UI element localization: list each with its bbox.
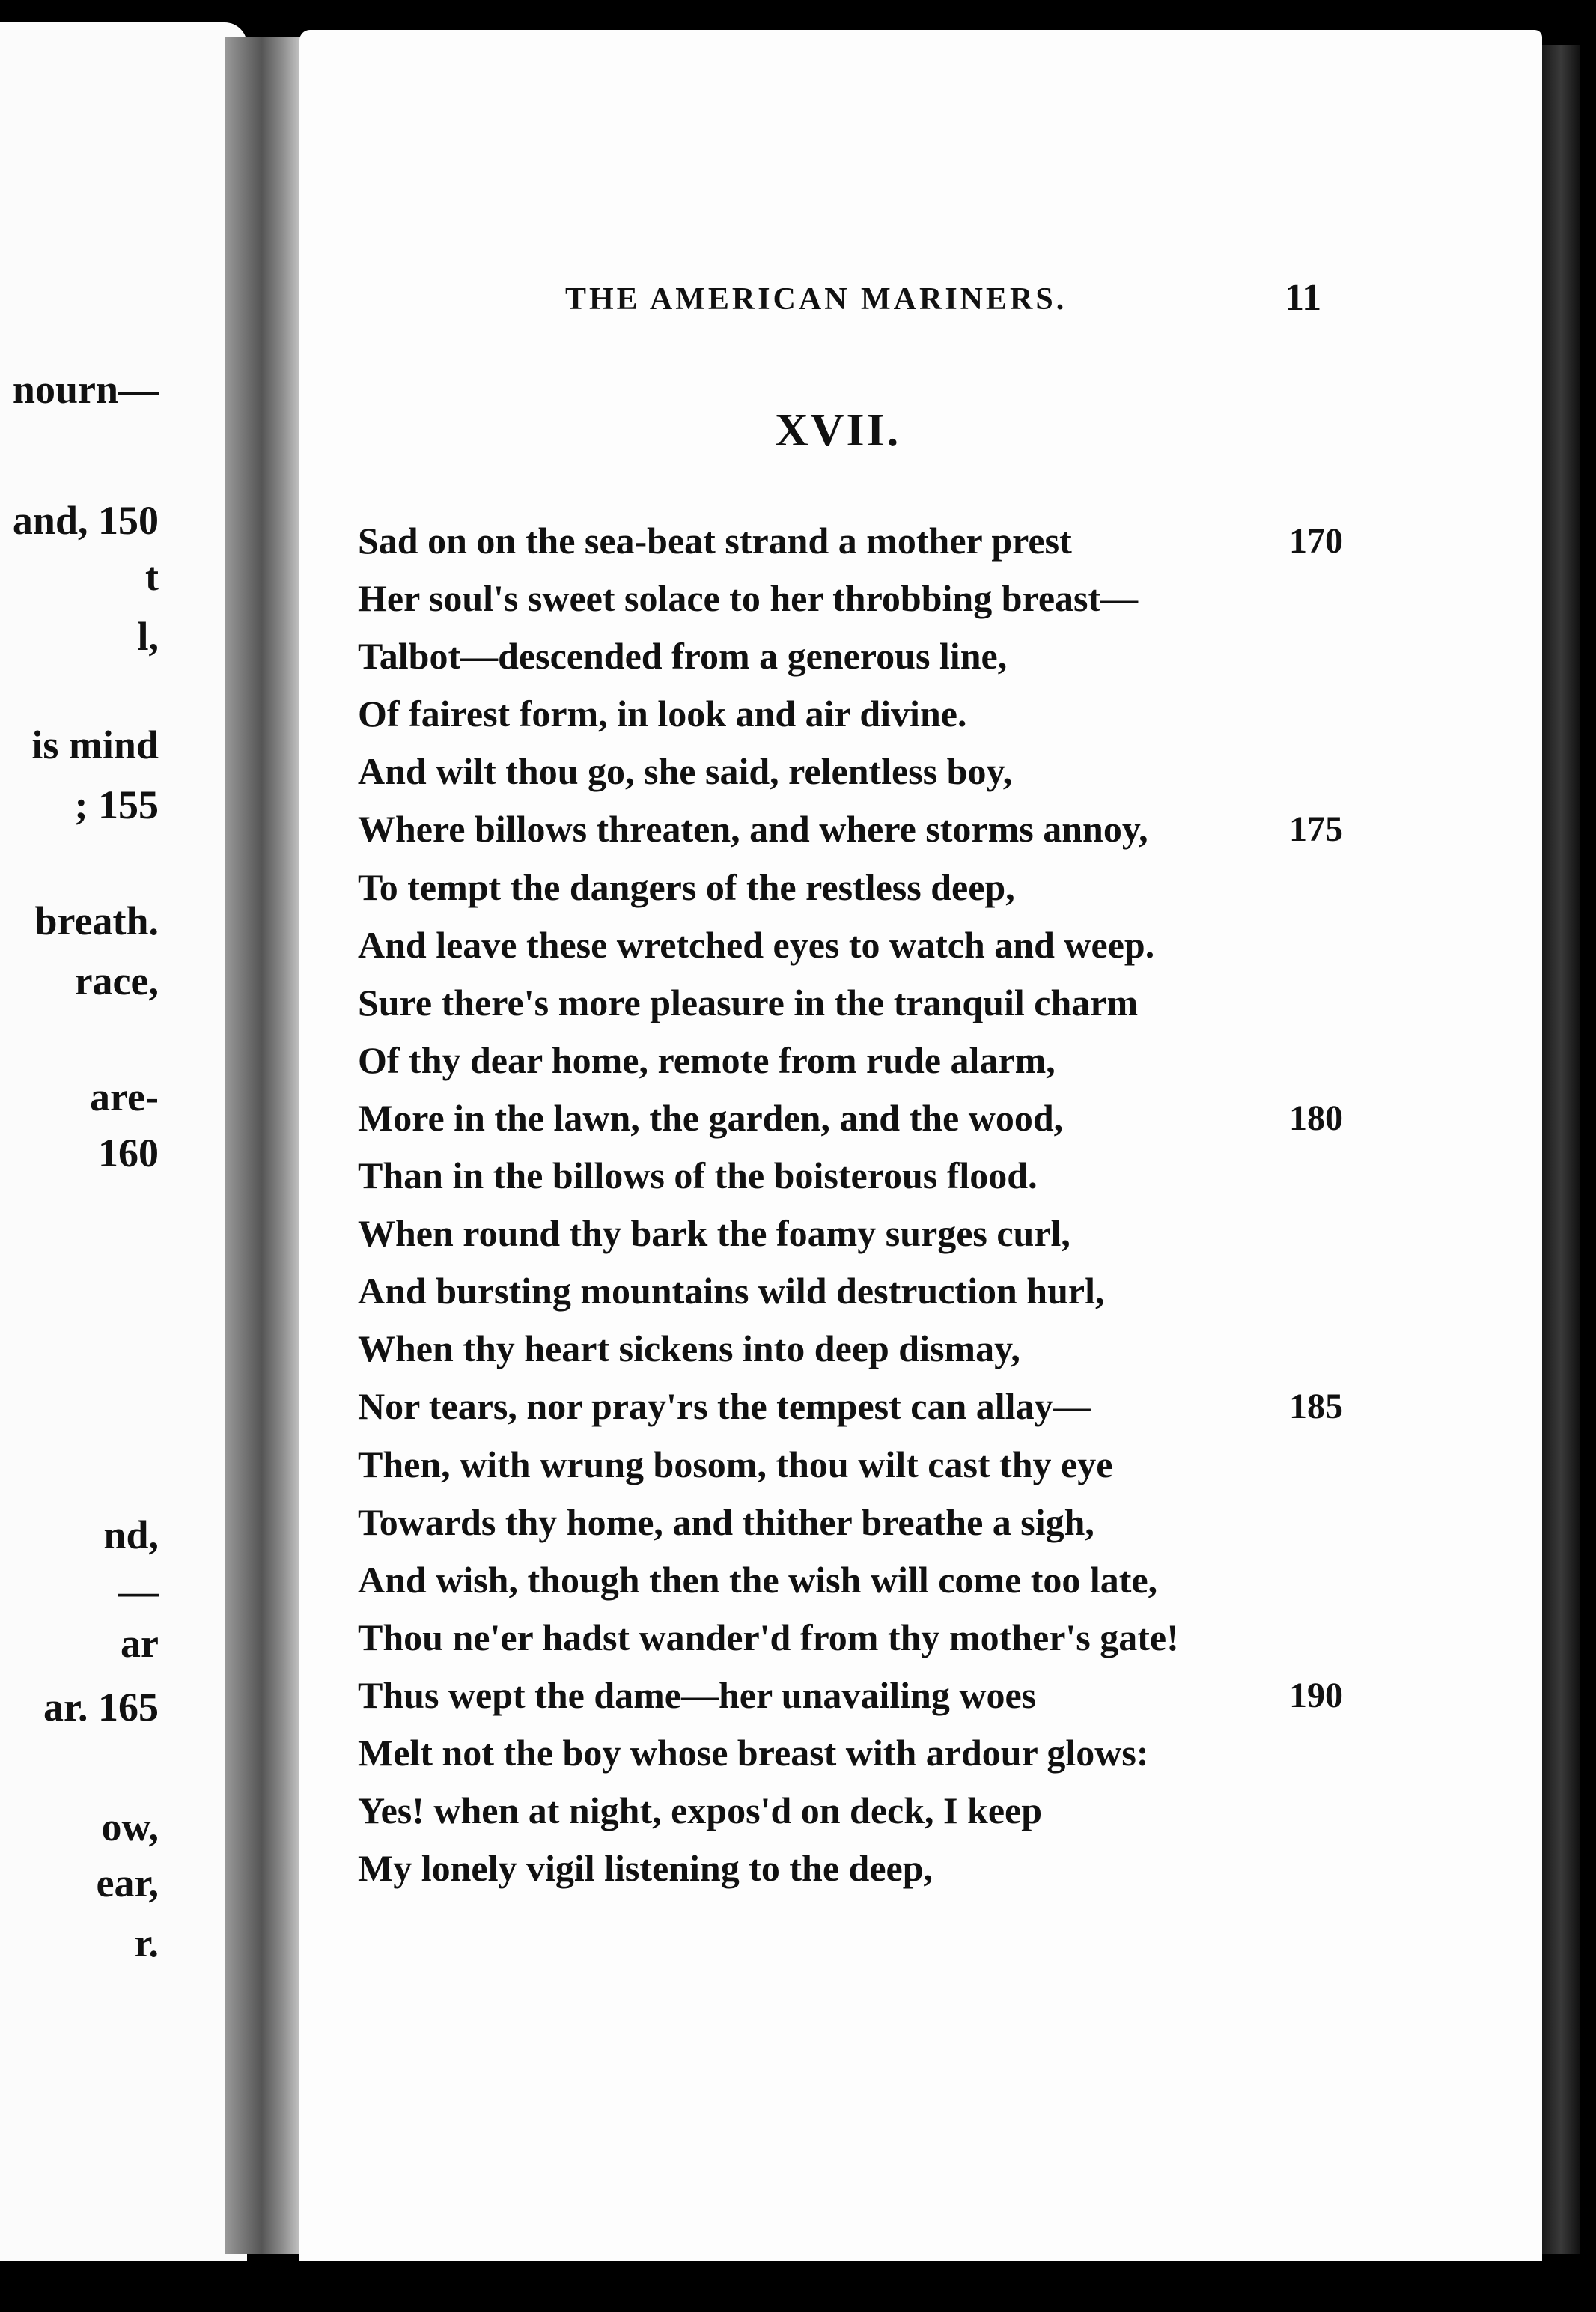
verse-line [358,916,1346,974]
previous-page-line: l, [137,614,159,659]
verse-text: To tempt the dangers of the restless deep, [358,866,1015,908]
verse-text: Yes! when at night, expos'd on deck, I keep [358,1789,1043,1832]
verse-text: Melt not the boy whose breast with ardour glows: [358,1731,1149,1774]
verse-line [358,1436,1346,1494]
verse-line [358,859,1346,916]
previous-page-line: ow, [101,1804,159,1849]
verse-text: More in the lawn, the garden, and the wood, [358,1096,1064,1139]
verse-text: Of thy dear home, remote from rude alarm, [358,1038,1056,1081]
line-number: 180 [1289,1098,1343,1138]
verse-text: Her soul's sweet solace to her throbbing breast— [358,577,1139,620]
running-head: THE AMERICAN MARINERS. [565,282,1067,317]
previous-page-line: ; 155 [74,782,159,827]
verse-line [358,1320,1346,1378]
previous-page-line: ar [121,1621,159,1666]
verse-text: And wish, though then the wish will come too late, [358,1558,1158,1601]
previous-page-line: r. [134,1920,159,1965]
verse-text: Then, with wrung bosom, thou wilt cast thy eye [358,1443,1113,1485]
verse-text: When thy heart sickens into deep dismay, [358,1327,1020,1370]
verse-line [358,1147,1346,1205]
verse-line [358,685,1346,743]
previous-page-line: race, [74,958,159,1003]
verse-line [358,1378,1346,1435]
verse-text: Than in the billows of the boisterous flood. [358,1155,1038,1197]
verse-text: Of fairest form, in look and air divine. [358,693,967,735]
verse-line [358,974,1346,1032]
line-number: 170 [1289,521,1343,561]
verse-line [358,800,1346,858]
previous-page-line: and, 150 [12,498,159,543]
section-title: XVII. [775,405,901,456]
line-number: 185 [1289,1387,1343,1427]
previous-page-line: nd, [103,1512,159,1557]
verse-line [358,570,1346,627]
previous-page-line: are- [90,1074,159,1119]
previous-page-line: 160 [98,1131,159,1175]
previous-page-line: breath. [34,898,159,943]
verse-line [358,1494,1346,1551]
verse-line [358,1840,1346,1897]
verse-line [358,1089,1346,1147]
previous-page-line: — [118,1569,159,1613]
verse-line [358,1609,1346,1667]
verse-text: Sure there's more pleasure in the tranquil charm [358,981,1139,1023]
verse-text: Sad on on the sea-beat strand a mother prest [358,520,1072,562]
verse-line [358,512,1346,570]
verse-line [358,627,1346,685]
verse-line [358,1782,1346,1840]
verse-text: And bursting mountains wild destruction hurl, [358,1270,1105,1312]
line-number: 190 [1289,1675,1343,1715]
page-number: 11 [1285,276,1322,319]
verse-line [358,1551,1346,1609]
previous-page-line: is mind [31,722,159,767]
poem-stanza [358,512,1346,1897]
verse-text: Towards thy home, and thither breathe a sigh, [358,1500,1094,1543]
book-gutter-shadow [225,37,307,2254]
previous-page-line: ear, [96,1861,159,1905]
verse-text: Thus wept the dame—her unavailing woes [358,1673,1037,1716]
previous-page-line: ar. 165 [43,1685,159,1730]
verse-line [358,1205,1346,1262]
previous-page-line: nourn— [12,367,159,412]
verse-line [358,1262,1346,1320]
verse-line [358,1724,1346,1782]
verse-text: When round thy bark the foamy surges curl, [358,1212,1070,1255]
verse-text: My lonely vigil listening to the deep, [358,1847,933,1890]
page-edge [1542,45,1580,2254]
verse-text: Where billows threaten, and where storms annoy, [358,808,1148,851]
verse-text: Talbot—descended from a generous line, [358,635,1008,678]
verse-text: Thou ne'er hadst wander'd from thy mother's gate! [358,1616,1179,1658]
verse-line [358,1667,1346,1724]
verse-line [358,1032,1346,1089]
verse-text: Nor tears, nor pray'rs the tempest can allay— [358,1385,1091,1428]
verse-text: And wilt thou go, she said, relentless boy, [358,750,1013,793]
verse-line [358,743,1346,800]
verse-text: And leave these wretched eyes to watch and weep. [358,923,1155,966]
line-number: 175 [1289,809,1343,850]
previous-page-line: t [145,554,159,599]
